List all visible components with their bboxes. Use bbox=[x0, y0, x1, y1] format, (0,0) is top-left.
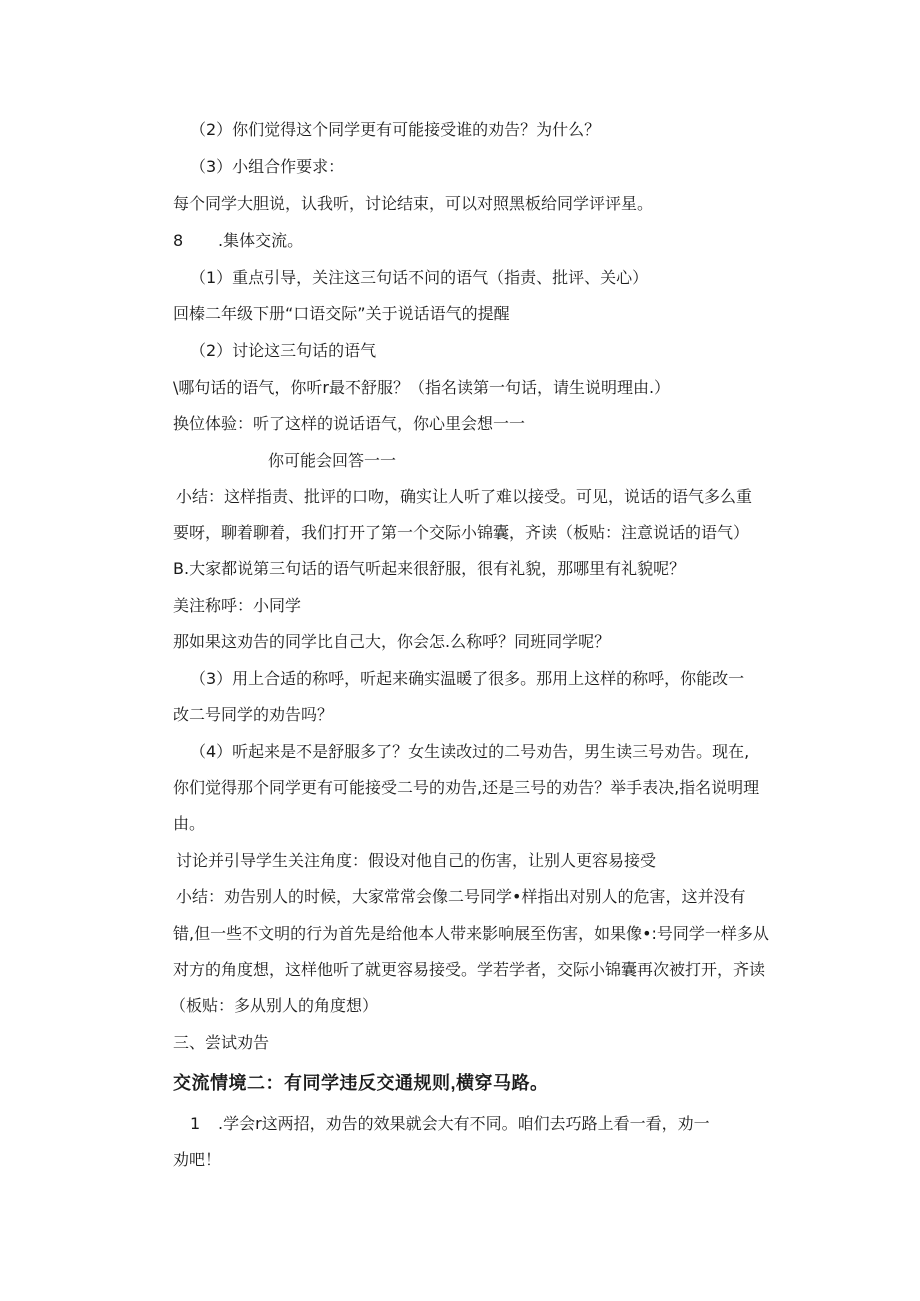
paragraph-line: 换位体验：听了这样的说话语气，你心里会想一一 bbox=[173, 414, 526, 433]
paragraph-line: .学会r这两招，劝告的效果就会大有不同。咱们去巧路上看一看，劝一 bbox=[218, 1114, 710, 1133]
paragraph-line: 讨论并引导学生关注角度：假设对他自己的伤害，让别人更容易接受 bbox=[176, 851, 657, 870]
paragraph-line: （3）用上合适的称呼，听起来确实温暖了很多。那用上这样的称呼，你能改一 bbox=[190, 669, 745, 688]
paragraph-line: B.大家都说第三句话的语气听起来很舒服，很有礼貌，那哪里有礼貌呢？ bbox=[173, 559, 686, 578]
paragraph-line: 那如果这劝告的同学比自己大，你会怎.么称呼？同班同学呢？ bbox=[173, 632, 611, 651]
scenario-heading: 交流情境二：有同学违反交通规则,横穿马路。 bbox=[173, 1073, 549, 1093]
paragraph-line: （4）听起来是不是舒服多了？女生读改过的二号劝告，男生读三号劝告。现在, bbox=[190, 742, 750, 761]
paragraph-line: 改二号同学的劝告吗？ bbox=[173, 705, 334, 724]
paragraph-line: 你可能会回答一一 bbox=[268, 451, 397, 470]
summary-line: 小结：劝告别人的时候，大家常常会像二号同学•样指出对别人的危害，这并没有 bbox=[176, 887, 746, 906]
summary-line: （板贴：多从别人的角度想） bbox=[170, 996, 379, 1015]
question-2: （2）你们觉得这个同学更有可能接受谁的劝告？为什么？ bbox=[190, 120, 601, 139]
paragraph-line: 每个同学大胆说，认我听，讨论结束，可以对照黑板给同学评评星。 bbox=[173, 194, 654, 213]
section-heading: 三、尝试劝告 bbox=[173, 1033, 270, 1052]
paragraph-line: 美注称呼：小同学 bbox=[173, 596, 302, 615]
summary-line: 要呀，聊着聊着，我们打开了第一个交际小锦囊，齐读（板贴：注意说话的语气） bbox=[173, 523, 750, 542]
section-number: 8 bbox=[173, 231, 184, 250]
paragraph-line: 回榛二年级下册“口语交际”关于说话语气的提醒 bbox=[173, 304, 510, 323]
section-title: .集体交流。 bbox=[218, 231, 304, 250]
group-requirement: （3）小组合作要求： bbox=[190, 157, 345, 176]
paragraph-line: 由。 bbox=[173, 814, 206, 833]
paragraph-line: 你们觉得那个同学更有可能接受二号的劝告,还是三号的劝告？举手表决,指名说明理 bbox=[173, 778, 760, 797]
paragraph-line: \哪句话的语气，你听r最不舒服？（指名读第一句话，请生说明理由.） bbox=[173, 378, 671, 397]
summary-line: 对方的角度想，这样他听了就更容易接受。学若学者，交际小锦囊再次被打开，齐读 bbox=[173, 960, 766, 979]
paragraph-line: 劝吧！ bbox=[173, 1150, 222, 1169]
paragraph-line: （1）重点引导，关注这三句话不问的语气（指责、批评、关心） bbox=[190, 268, 649, 287]
step-number: 1 bbox=[190, 1114, 201, 1133]
paragraph-line: （2）讨论这三句话的语气 bbox=[190, 341, 377, 360]
summary-line: 小结：这样指责、批评的口吻，确实让人听了难以接受。可见，说话的语气多么重 bbox=[176, 487, 753, 506]
summary-line: 错,但一些不文明的行为首先是给他本人带来影响展至伤害，如果像•:号同学一样多从 bbox=[173, 924, 769, 943]
